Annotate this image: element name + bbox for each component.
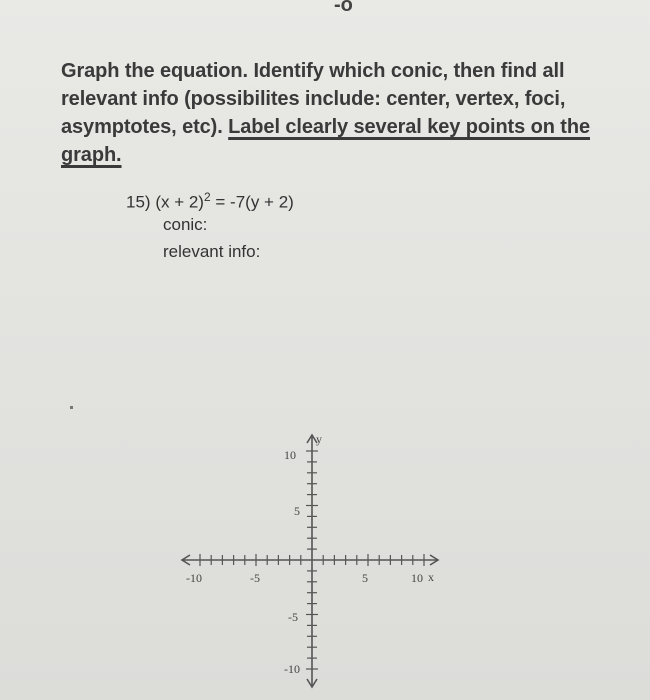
corner-mark: -o [334,0,353,16]
conic-label: conic: [163,215,208,234]
relevant-info-label: relevant info: [163,242,261,261]
x-axis-label: x [428,570,434,584]
x-tick-label-neg10: -10 [186,571,202,585]
instructions-text [61,57,621,169]
paper-speck [70,406,73,409]
y-tick-label-neg10: -10 [284,662,300,676]
equation-rhs: = -7(y + 2) [215,192,294,212]
y-tick-label-5: 5 [294,504,300,518]
equation-lhs: (x + 2) [155,192,204,212]
coordinate-grid [160,425,460,695]
x-tick-label-neg5: -5 [250,571,260,585]
x-tick-label-5: 5 [362,571,368,585]
x-tick-label-10: 10 [411,571,423,585]
equation-exponent: 2 [203,190,211,204]
y-axis-label: y [316,432,322,446]
instructions-part2: Label clearly several key points on the graph. [61,116,590,166]
instructions-part1: Graph the equation. Identify which conic, then find all relevant info (possibilites include: center, vertex, foci, asymptotes, etc). [61,60,566,138]
y-tick-label-neg5: -5 [288,610,298,624]
y-tick-label-10: 10 [284,448,296,462]
problem-equation [126,185,294,215]
problem-number: 15) [126,192,151,212]
